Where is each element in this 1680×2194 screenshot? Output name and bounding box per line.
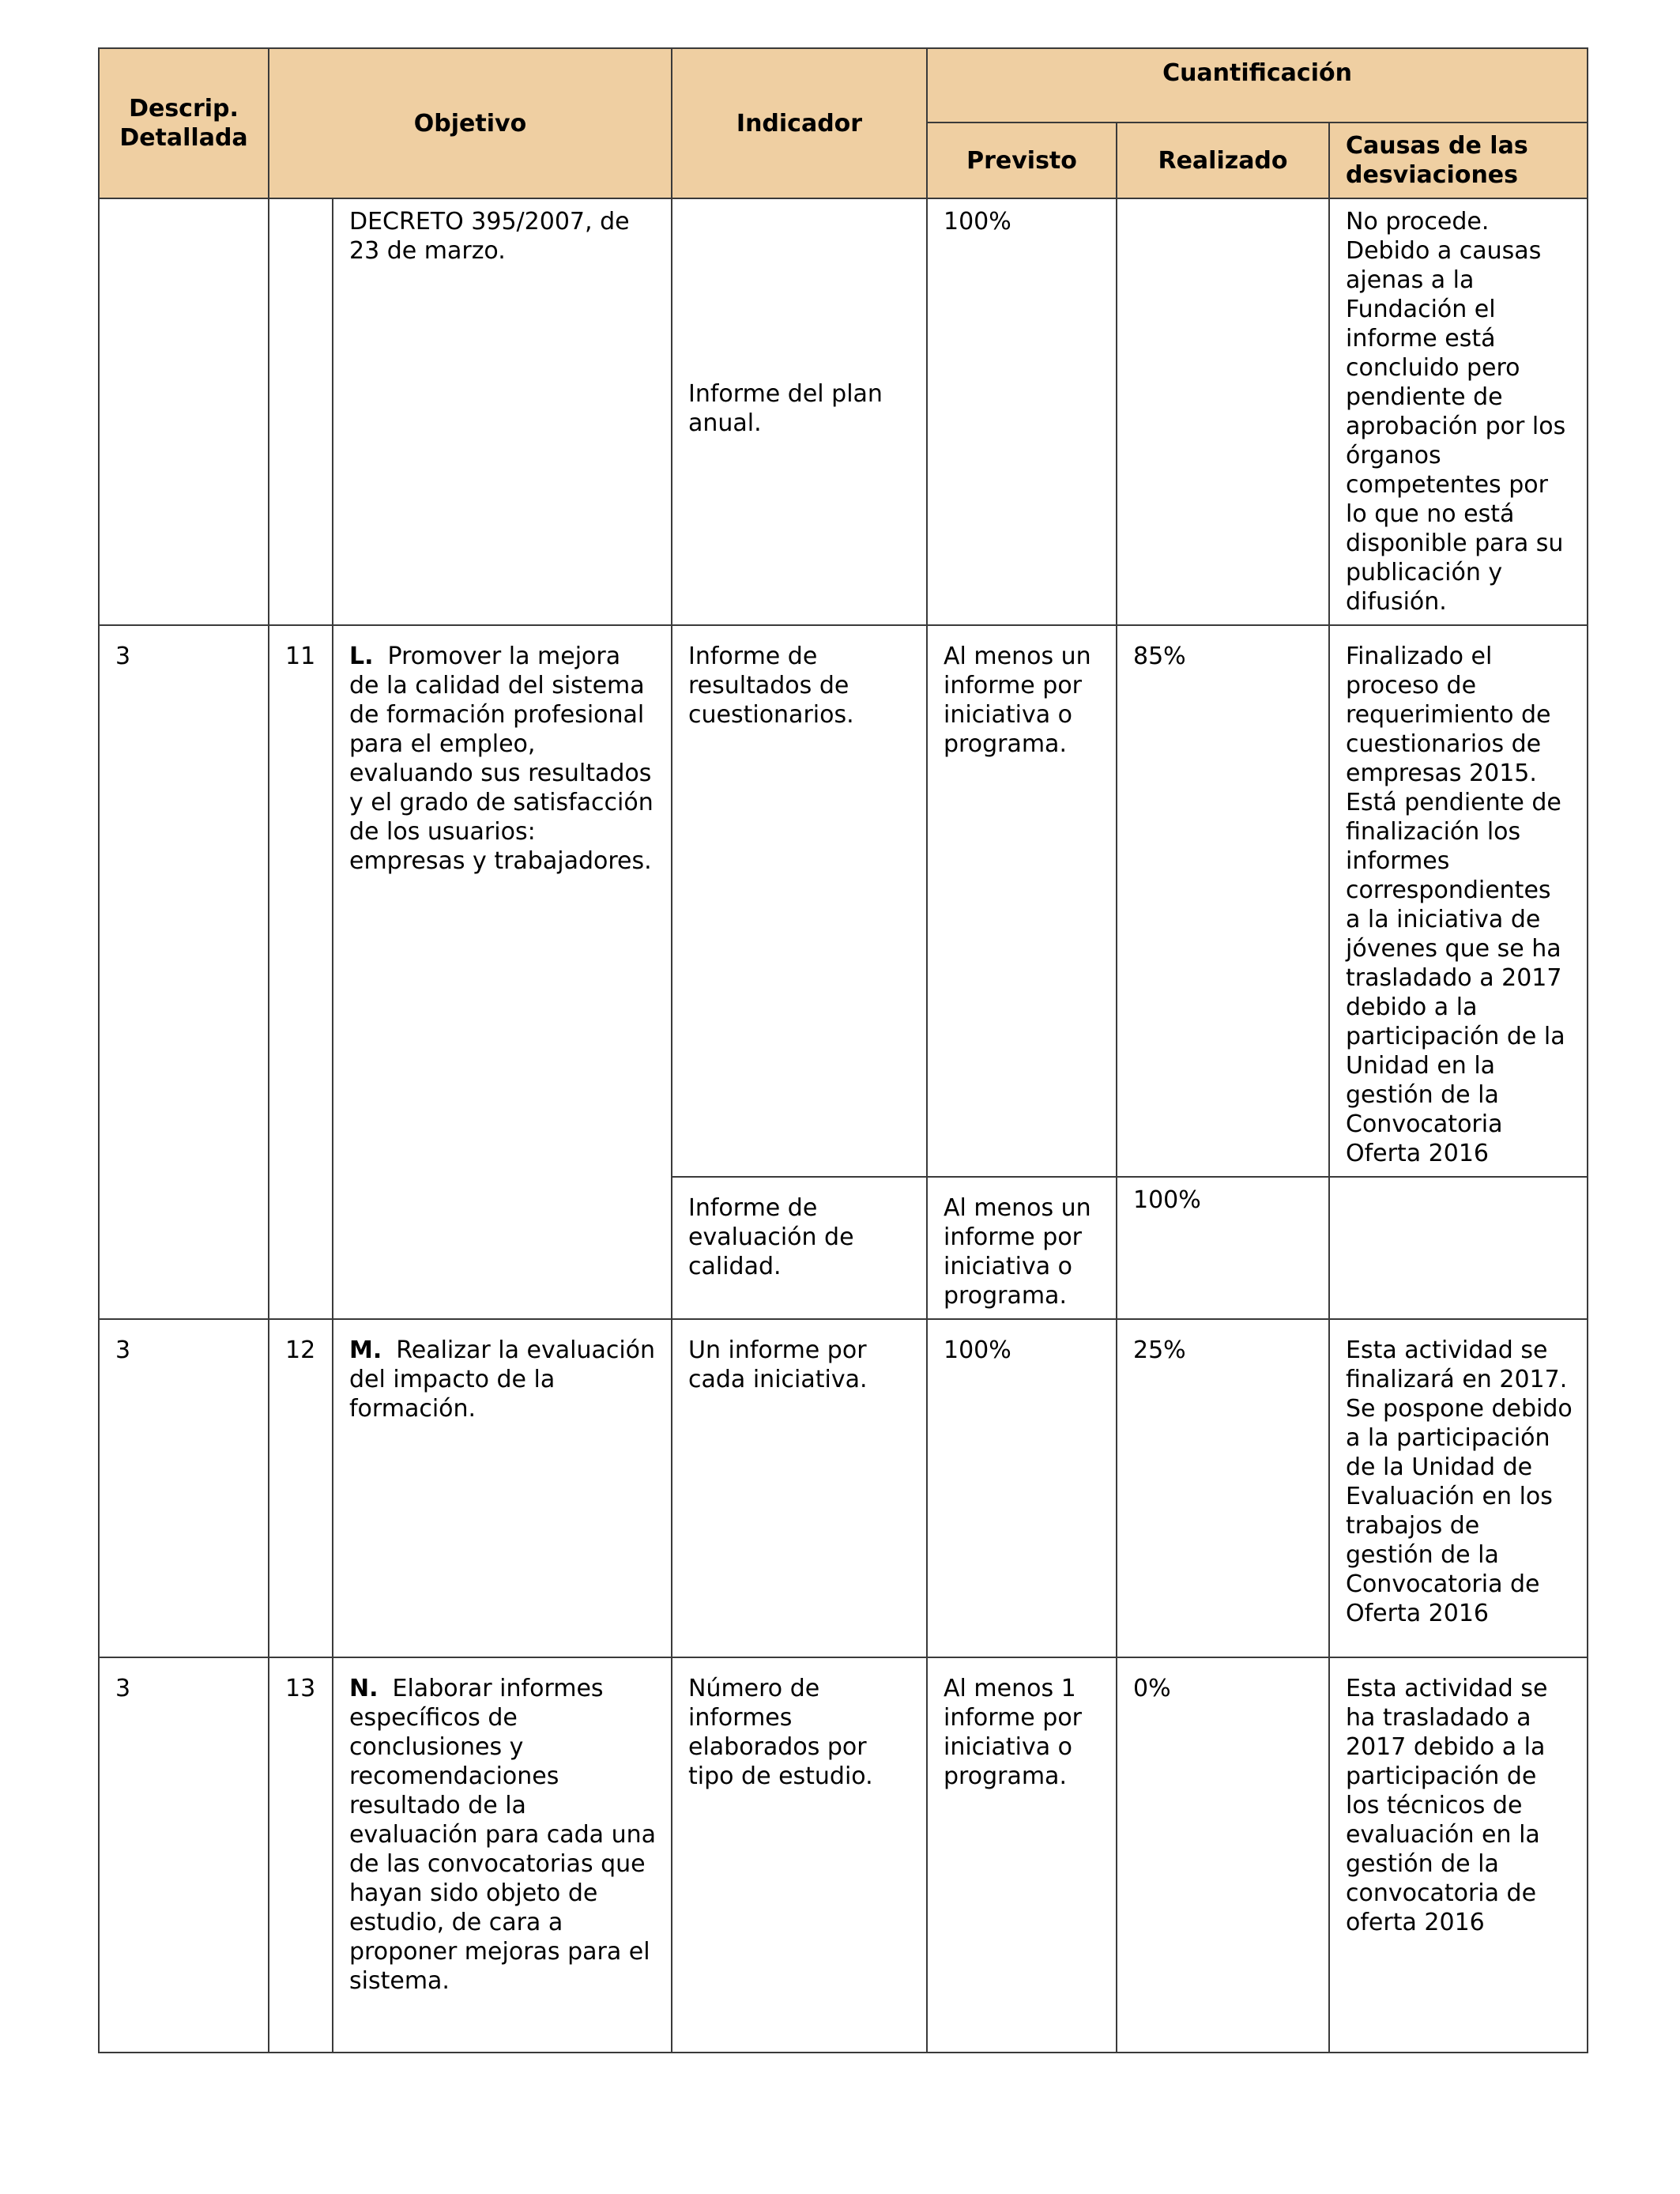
cell-previsto: Al menos un informe por iniciativa o programa. — [927, 625, 1117, 1177]
table-row — [99, 1657, 1588, 2053]
objetivo-letter: L. — [349, 643, 374, 670]
cell-objetivo — [333, 625, 672, 1319]
cell-causas: No procede. Debido a causas ajenas a la Fundación el informe está concluido pero pendiente de aprobación por los órganos competentes por lo que no está disponible para su publicación y difusión. — [1329, 198, 1588, 625]
objetivo-text: Realizar la evaluación del impacto de la formación. — [349, 1336, 656, 1423]
cell-indicador: Número de informes elaborados por tipo de estudio. — [672, 1657, 927, 2053]
cell-descrip — [99, 198, 269, 625]
cell-num: 13 — [269, 1657, 333, 2053]
objetivo-text: Promover la mejora de la calidad del sistema de formación profesional para el empleo, evaluando sus resultados y el grado de satisfacción de los usuarios: empresas y trabajadores. — [349, 643, 654, 875]
cell-num: 11 — [269, 625, 333, 1319]
cell-objetivo — [333, 198, 672, 625]
cell-causas: Finalizado el proceso de requerimiento de cuestionarios de empresas 2015. Está pendiente de finalización los informes correspondientes a la iniciativa de jóvenes que se ha trasladado a 2017 debido a la participación de la Unidad en la gestión de la Convocatoria Oferta 2016 — [1329, 625, 1588, 1177]
cell-indicador: Un informe por cada iniciativa. — [672, 1319, 927, 1657]
objetivo-letter: M. — [349, 1336, 382, 1364]
header-descrip: Descrip. Detallada — [99, 48, 269, 198]
cell-indicador: Informe del plan anual. — [672, 198, 927, 625]
header-cuantificacion: Cuantificación — [927, 48, 1588, 123]
objetivo-text: Elaborar informes específicos de conclusiones y recomendaciones resultado de la evaluación para cada una de las convocatorias que hayan sido objeto de estudio, de cara a proponer mejoras para el sistema. — [349, 1675, 656, 1995]
cell-realizado: 85% — [1117, 625, 1329, 1177]
cell-causas: Esta actividad se ha trasladado a 2017 debido a la participación de los técnicos de evaluación en la gestión de la convocatoria de oferta 2016 — [1329, 1657, 1588, 2053]
table-row — [99, 1319, 1588, 1657]
cell-realizado: 25% — [1117, 1319, 1329, 1657]
header-previsto: Previsto — [927, 123, 1117, 198]
cell-descrip: 3 — [99, 1319, 269, 1657]
cell-causas: Esta actividad se finalizará en 2017. Se pospone debido a la participación de la Unidad de Evaluación en los trabajos de gestión de la Convocatoria de Oferta 2016 — [1329, 1319, 1588, 1657]
header-indicador: Indicador — [672, 48, 927, 198]
header-causas: Causas de las desviaciones — [1329, 123, 1588, 198]
table-row — [99, 198, 1588, 625]
cell-descrip: 3 — [99, 1657, 269, 2053]
cell-previsto: Al menos 1 informe por iniciativa o programa. — [927, 1657, 1117, 2053]
cell-indicador: Informe de evaluación de calidad. — [672, 1177, 927, 1319]
cell-previsto: Al menos un informe por iniciativa o programa. — [927, 1177, 1117, 1319]
objetivo-text: DECRETO 395/2007, de 23 de marzo. — [349, 208, 630, 265]
objectives-table — [98, 47, 1588, 2053]
cell-num: 12 — [269, 1319, 333, 1657]
cell-realizado: 100% — [1117, 1177, 1329, 1319]
cell-descrip: 3 — [99, 625, 269, 1319]
cell-previsto: 100% — [927, 1319, 1117, 1657]
cell-causas — [1329, 1177, 1588, 1319]
header-row-top — [99, 48, 1588, 123]
header-objetivo: Objetivo — [269, 48, 672, 198]
table-row — [99, 625, 1588, 1177]
cell-objetivo — [333, 1657, 672, 2053]
cell-realizado: 0% — [1117, 1657, 1329, 2053]
header-realizado: Realizado — [1117, 123, 1329, 198]
cell-objetivo — [333, 1319, 672, 1657]
cell-previsto: 100% — [927, 198, 1117, 625]
cell-num — [269, 198, 333, 625]
cell-indicador: Informe de resultados de cuestionarios. — [672, 625, 927, 1177]
objetivo-letter: N. — [349, 1675, 379, 1702]
cell-realizado — [1117, 198, 1329, 625]
